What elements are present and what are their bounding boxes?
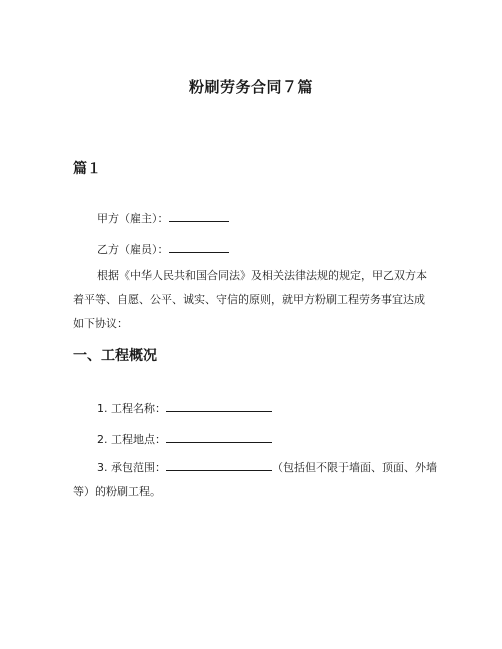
project-name-label: 1. 工程名称： — [97, 402, 166, 415]
project-name-line — [97, 400, 272, 417]
section-heading-pian1: 篇１ — [73, 161, 101, 177]
contract-scope-line — [73, 456, 443, 504]
section-heading-project-overview: 一、工程概况 — [73, 348, 157, 364]
party-a-label: 甲方（雇主）： — [97, 212, 169, 225]
project-location-line — [97, 431, 272, 448]
party-b-line — [97, 241, 229, 258]
party-b-label: 乙方（雇员）： — [97, 243, 169, 256]
party-a-blank — [169, 210, 229, 222]
document-title: 粉刷劳务合同７篇 — [188, 78, 313, 96]
project-location-label: 2. 工程地点： — [97, 433, 166, 446]
intro-paragraph: 根据《中华人民共和国合同法》及相关法律法规的规定，甲乙双方本着平等、自愿、公平、诚实、守信的原则，就甲方粉刷工程劳务事宜达成如下协议： — [73, 269, 427, 330]
party-a-line — [97, 210, 229, 227]
contract-scope-label: 3. 承包范围： — [97, 461, 166, 474]
party-b-blank — [169, 241, 229, 253]
project-name-blank — [166, 400, 272, 412]
contract-scope-blank — [166, 459, 272, 471]
project-location-blank — [166, 431, 272, 443]
contract-scope-suffix: （包括但不限于墙面、顶面、外墙等）的粉刷工程。 — [73, 461, 437, 498]
